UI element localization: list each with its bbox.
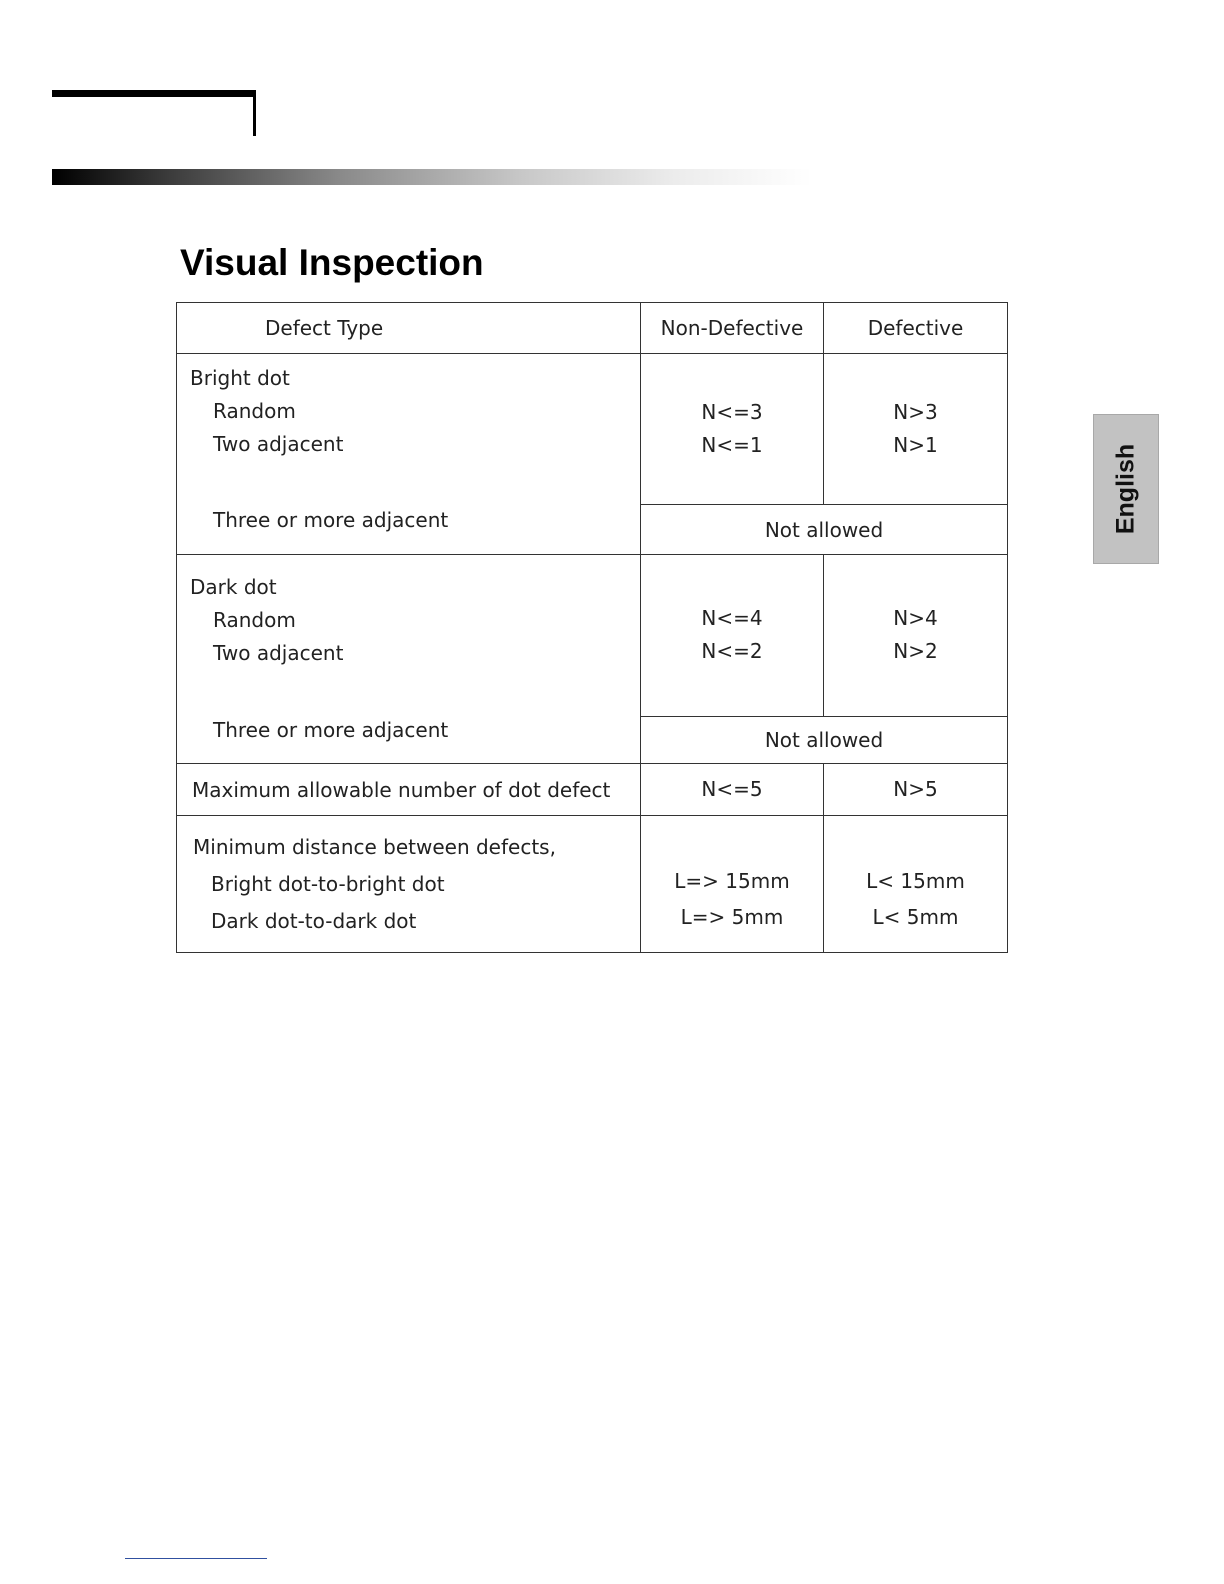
table-row: [177, 555, 1008, 717]
bright-two-bad: N>1: [893, 433, 938, 457]
min-distance-dark-bad: L< 5mm: [872, 905, 959, 929]
inspection-table: [176, 302, 1008, 953]
table-row: [177, 764, 1008, 816]
bright-two-ok: N<=1: [701, 433, 763, 457]
min-distance-bright-bad: L< 15mm: [866, 869, 965, 893]
min-distance-defective: [824, 816, 1008, 953]
table-row: [177, 354, 1008, 505]
dark-dot-three-adjacent-label: Three or more adjacent: [213, 718, 449, 742]
min-distance-description: [177, 816, 641, 953]
header-tick: [253, 90, 256, 136]
gradient-bar: [52, 169, 812, 185]
bright-random-bad: N>3: [893, 400, 938, 424]
header-defect-type: Defect Type: [177, 303, 641, 354]
dark-two-ok: N<=2: [701, 639, 763, 664]
min-distance-label: Minimum distance between defects,: [193, 834, 556, 859]
footer-rule: [125, 1558, 267, 1559]
min-distance-bright-ok: L=> 15mm: [674, 869, 790, 893]
table-header-row: [177, 303, 1008, 354]
max-dots-label: Maximum allowable number of dot defect: [177, 764, 641, 816]
bright-random-ok: N<=3: [701, 400, 763, 424]
bright-three-adjacent-status: Not allowed: [641, 505, 1008, 555]
bright-dot-description: [177, 354, 641, 555]
header-rule: [52, 90, 256, 97]
bright-dot-defective: [824, 354, 1008, 505]
max-dots-bad: N>5: [824, 764, 1008, 816]
dark-two-bad: N>2: [893, 639, 938, 664]
language-tab: [1093, 414, 1159, 564]
bright-dot-two-adjacent-label: Two adjacent: [213, 432, 344, 456]
dark-random-bad: N>4: [893, 606, 938, 631]
bright-dot-three-adjacent-label: Three or more adjacent: [213, 508, 449, 532]
bright-dot-random-label: Random: [213, 399, 296, 423]
dark-random-ok: N<=4: [701, 606, 763, 631]
dark-dot-two-adjacent-label: Two adjacent: [213, 641, 344, 665]
dark-dot-non-defective: [641, 555, 824, 717]
dark-dot-defective: [824, 555, 1008, 717]
header-non-defective: Non-Defective: [641, 303, 824, 354]
min-distance-dark-ok: L=> 5mm: [680, 905, 784, 929]
language-tab-label: English: [1111, 443, 1140, 535]
dark-dot-description: [177, 555, 641, 764]
dark-dot-random-label: Random: [213, 608, 296, 632]
min-distance-dark-label: Dark dot-to-dark dot: [211, 908, 417, 933]
dark-three-adjacent-status: Not allowed: [641, 716, 1008, 763]
table-row: [177, 816, 1008, 953]
bright-dot-label: Bright dot: [190, 366, 290, 390]
page-title: Visual Inspection: [180, 242, 484, 283]
max-dots-ok: N<=5: [641, 764, 824, 816]
min-distance-bright-label: Bright dot-to-bright dot: [211, 871, 445, 896]
min-distance-non-defective: [641, 816, 824, 953]
dark-dot-label: Dark dot: [190, 575, 277, 599]
bright-dot-non-defective: [641, 354, 824, 505]
header-defective: Defective: [824, 303, 1008, 354]
